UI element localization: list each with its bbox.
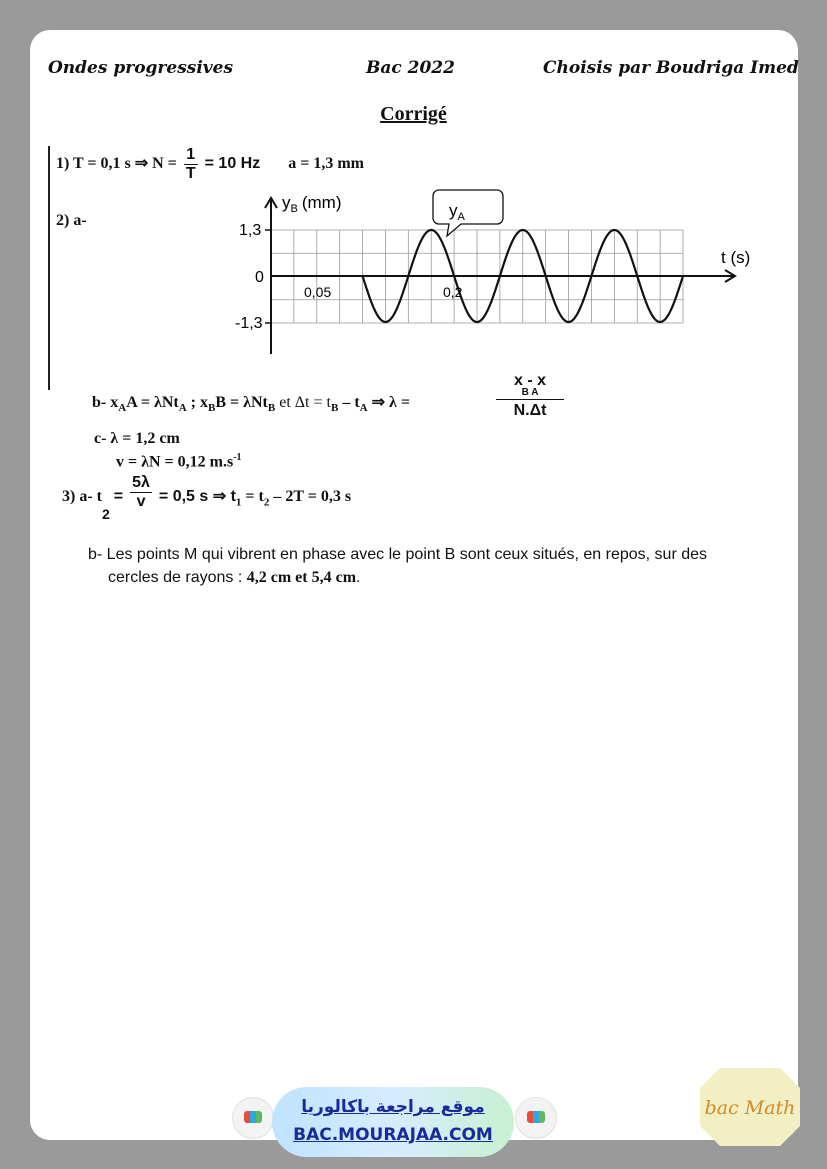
question-2c-line2: v = λN = 0,12 $m.s^{-1}$ xyxy=(116,452,242,471)
margin-bar xyxy=(48,146,50,390)
tick-label-neg: -1,3 xyxy=(235,315,263,332)
tick-label-zero: 0 xyxy=(255,269,264,286)
y-axis-label xyxy=(282,193,342,215)
site-banner[interactable] xyxy=(272,1087,514,1157)
q2b-sub-a: A xyxy=(118,402,127,415)
bacmath-logo xyxy=(698,1066,802,1148)
site-logo-left xyxy=(232,1097,274,1139)
q1-frac-num: 1 xyxy=(184,146,198,165)
tick-label-pos: 1,3 xyxy=(239,222,262,239)
q2b-fraction xyxy=(496,372,564,420)
question-2a-label: 2) a- xyxy=(56,212,87,229)
q1-text: 1) T = 0,1 s ⇒ N = xyxy=(56,155,177,173)
q3a-fraction: $\frac{5\lambda}{v}$ xyxy=(132,474,150,510)
header-exam: Bac 2022 xyxy=(366,58,455,78)
q2b-frac-num-sub: B A xyxy=(521,387,539,398)
question-3b-line2: cercles de rayons : 4,2 cm et 5,4 cm. xyxy=(108,569,361,586)
question-3a: 3) a- $t_2$ = $\frac{5\lambda}{v}$ = 0,5 s ⇒ $t_1 = t_2 - 2T = 0,3$ s xyxy=(62,474,352,523)
site-logo-right xyxy=(515,1097,557,1139)
q1-amplitude: a = 1,3 mm xyxy=(288,155,364,173)
q1-frac-den: T xyxy=(185,165,196,182)
callout-bubble xyxy=(433,190,503,236)
q1-fraction xyxy=(184,146,198,183)
page-title: Corrigé xyxy=(380,103,447,125)
question-1 xyxy=(56,146,364,183)
site-url-link[interactable]: BAC.MOURAJAA.COM xyxy=(293,1125,493,1145)
svg-text:yA: $y_A$ xyxy=(449,201,465,223)
x-axis-label: t (s) xyxy=(721,248,751,267)
svg-text:bac Math: bac Math xyxy=(704,1097,796,1119)
svg-text:yB(mm): $y_B$ (mm) xyxy=(282,193,342,215)
question-2c-line1: c- λ = 1,2 cm xyxy=(94,430,180,447)
wave-graph xyxy=(225,188,765,358)
question-2b: b- $x_AA = \lambda Nt_A$ ; $x_BB = \lambda Nt_B$ et $\Delta t = t_B - t_A$ ⇒ λ = xyxy=(92,394,410,415)
q2b-frac-den: N.Δt xyxy=(496,399,564,420)
tick-label-x2: 0,2 xyxy=(443,284,463,300)
header-topic: Ondes progressives xyxy=(48,58,234,78)
q2b-frac-num: x - x xyxy=(513,372,546,389)
header-author: Choisis par Boudriga Imed xyxy=(543,58,799,78)
tick-label-x1: 0,05 xyxy=(304,284,332,300)
q1-result: = 10 Hz xyxy=(204,155,261,173)
question-3b-line1: b- Les points M qui vibrent en phase avec le point B sont ceux situés, en repos, sur des xyxy=(88,546,708,563)
site-name-arabic[interactable]: موقع مراجعة باكالوريا xyxy=(301,1097,485,1117)
